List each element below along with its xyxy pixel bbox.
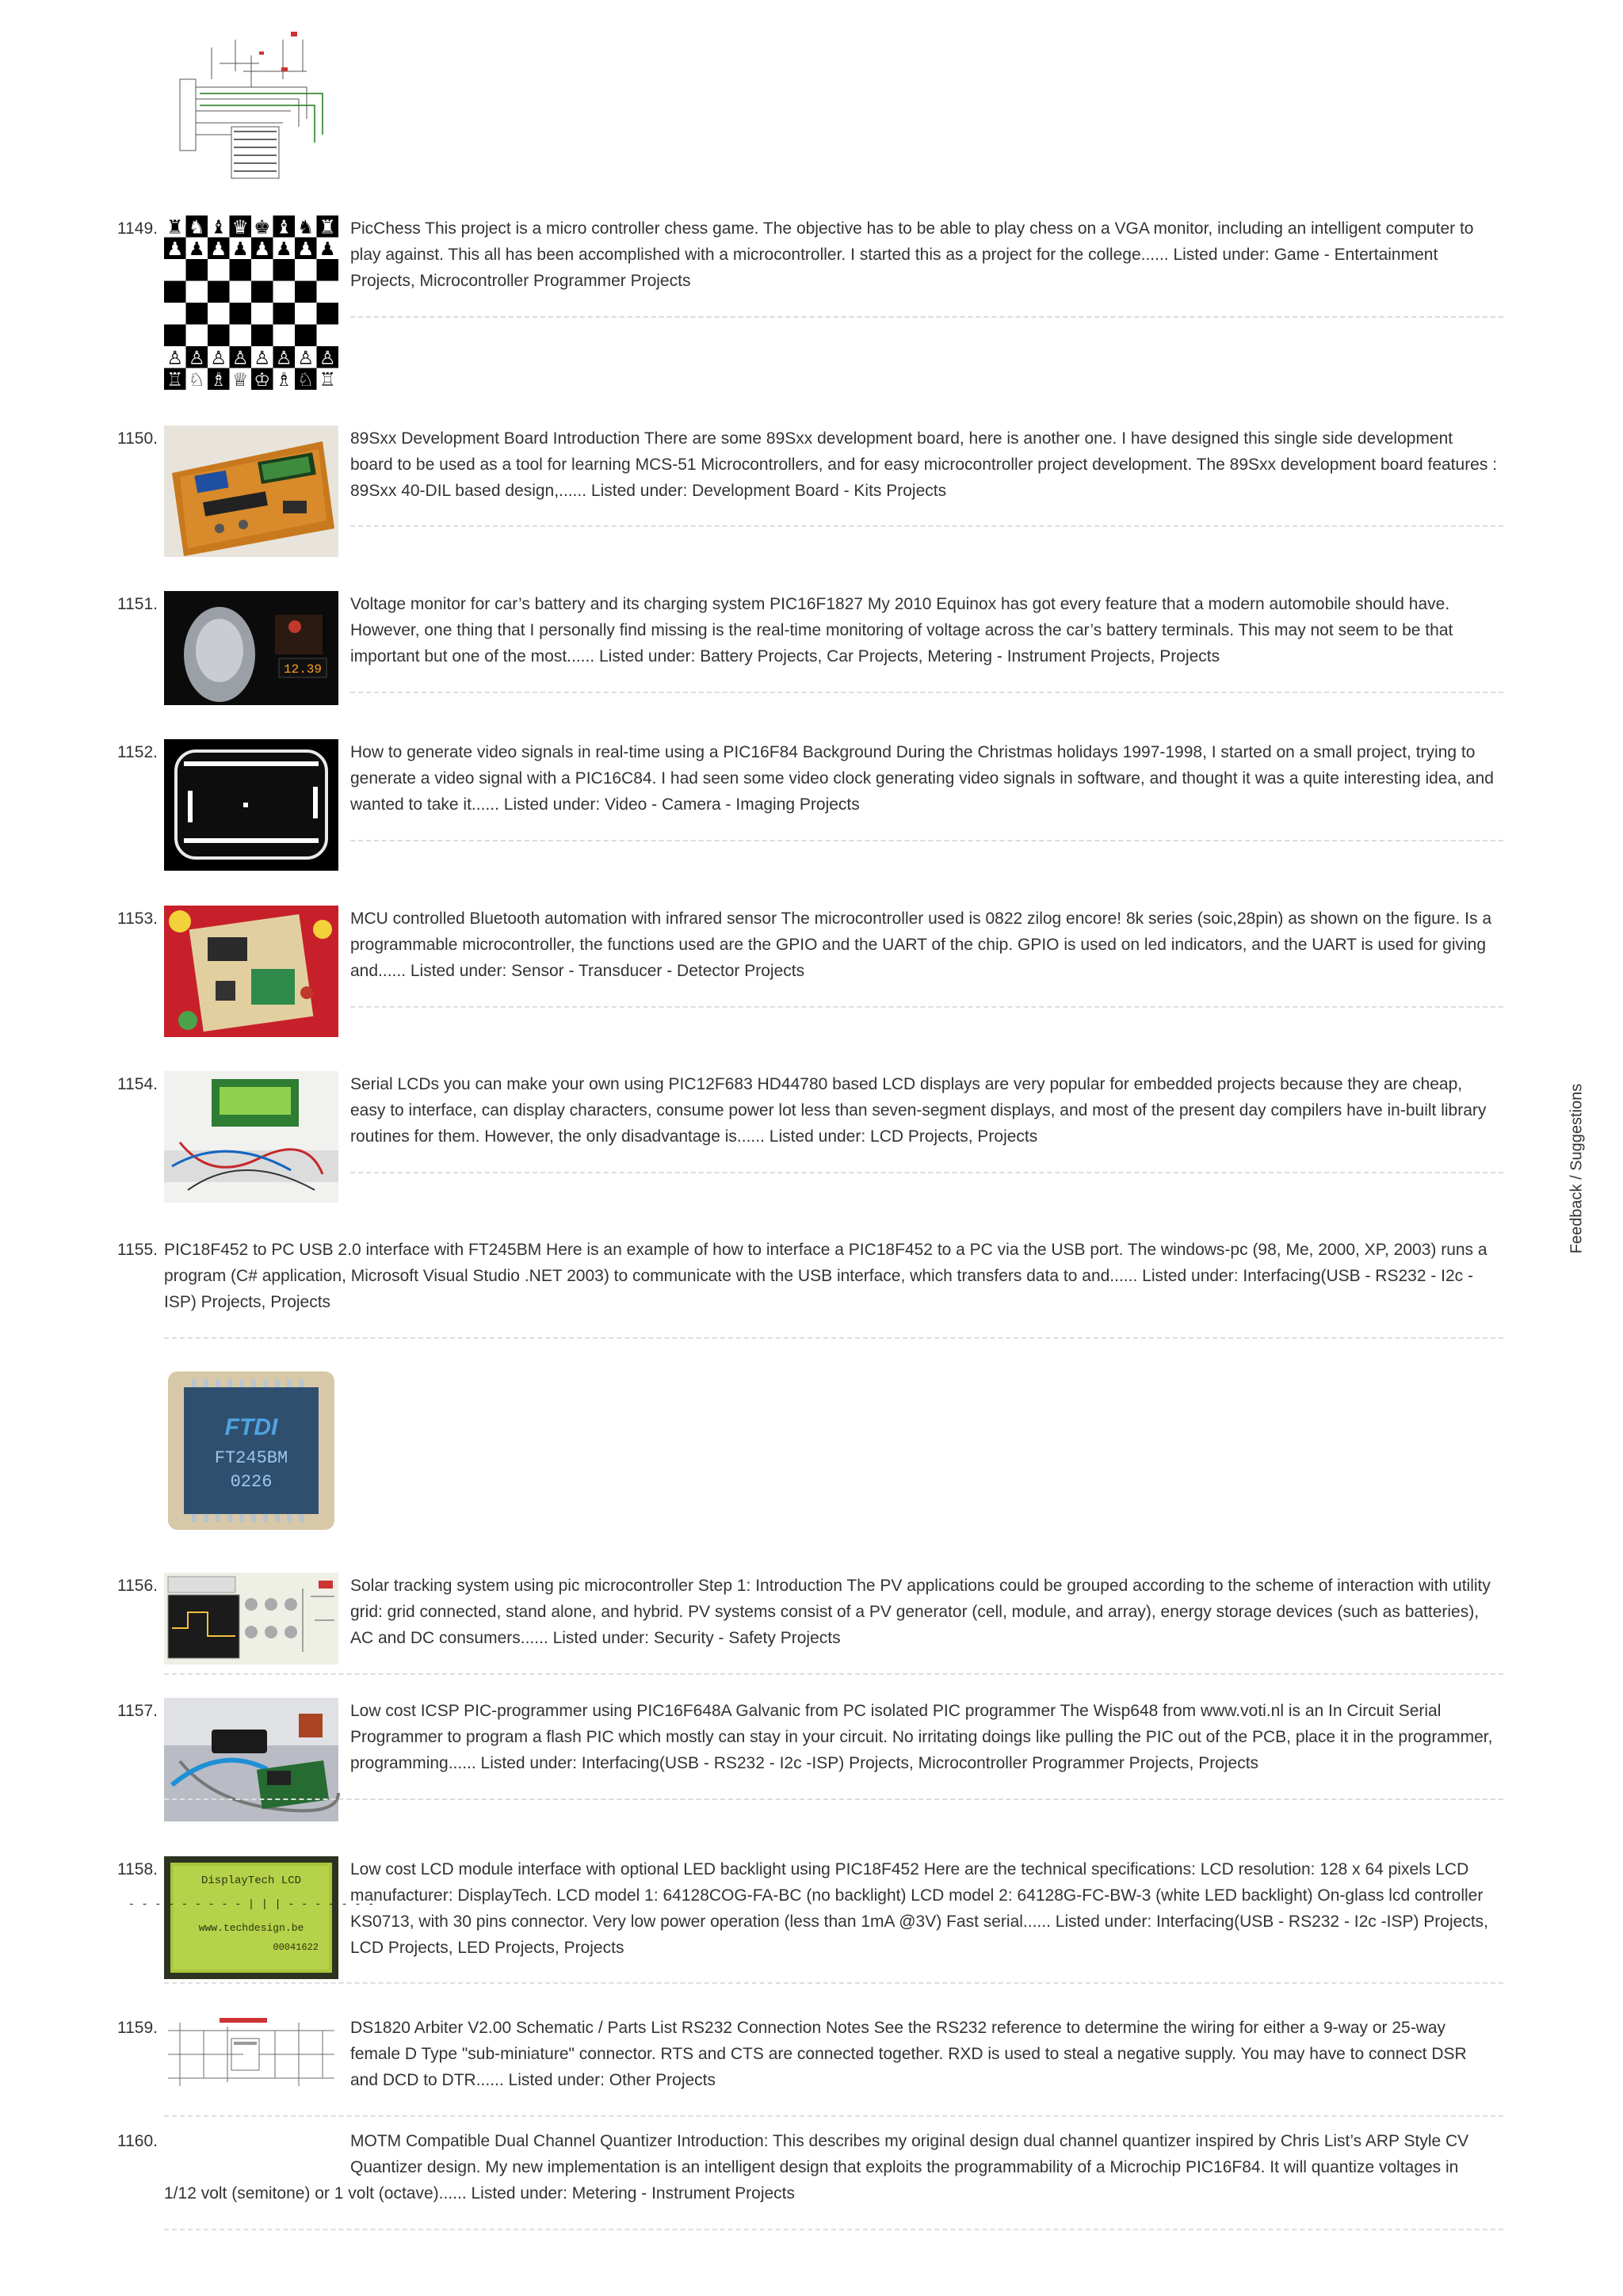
lcd-line3: www.techdesign.be	[198, 1922, 304, 1934]
chess-piece-icon	[297, 216, 314, 238]
chess-piece-icon	[166, 216, 183, 238]
separator	[164, 1673, 1503, 1675]
item-number: 1160.	[117, 2132, 158, 2150]
chess-piece-icon	[189, 238, 205, 260]
item-description[interactable]: How to generate video signals in real-time using a PIC16F84 Background During the Christmas holidays 1997-1998, I started on a small project, trying to generate a video signal with a PIC16C84. I had seen some video clock generating video signals in software, and thought it was a quite interesting idea, and wanted to take it...... Listed under: Video - Camera - Imaging Projects	[350, 743, 1494, 814]
separator	[164, 1337, 1503, 1339]
chess-square	[208, 325, 230, 347]
item-description-text: PIC18F452 to PC USB 2.0 interface with FT245BM Here is an example of how to interface a PIC18F452 to a PC via the USB port. The windows-pc (98, Me, 2000, XP, 2003) runs a program (C# application, Microsoft Visual Studio .NET 2003) to communicate with the USB interface, which transfers data to and...... Listed under: Interfacing(USB - RS232 - I2c -ISP) Projects, Projects	[164, 1241, 1487, 1311]
chess-piece-icon	[189, 368, 205, 391]
separator	[350, 840, 1503, 841]
chess-piece-icon	[254, 238, 270, 260]
dev-board-thumbnail[interactable]	[164, 425, 338, 557]
chess-piece-icon	[276, 216, 292, 238]
chess-square	[317, 325, 339, 347]
bluetooth-board-thumbnail[interactable]	[164, 906, 338, 1037]
separator	[350, 1006, 1503, 1008]
item-number: 1155.	[117, 1241, 158, 1259]
chess-square	[186, 281, 208, 303]
item-description[interactable]: Low cost ICSP PIC-programmer using PIC16F648A Galvanic from PC isolated PIC programmer The Wisp648 from www.voti.nl is an In Circuit Serial Programmer to program a flash PIC which mostly can stay in your circuit. No irritating doings like pulling the PIC out of the PCB, place it in the programmer, programming...... Listed under: Interfacing(USB - RS232 - I2c -ISP) Projects, Microcontroller Programmer Projects, Projects	[350, 1702, 1493, 1772]
chess-square	[186, 259, 208, 281]
item-number: 1157.	[117, 1702, 158, 1720]
solar-tracking-thumbnail[interactable]	[164, 1573, 338, 1665]
chess-square	[251, 259, 273, 281]
lcd-line1: DisplayTech LCD	[200, 1875, 302, 1887]
segment-display-text: 12.39	[283, 662, 323, 677]
chess-square	[230, 325, 252, 347]
chess-piece-icon	[232, 216, 249, 238]
item-description[interactable]: DS1820 Arbiter V2.00 Schematic / Parts List RS232 Connection Notes See the RS232 reference to determine the wiring for either a 9-way or 25-way female D Type "sub-miniature" connector. RTS and CTS are connected together. RXD is used to steal a negative supply. You may have to connect DSR and DCD to DTR...... Listed under: Other Projects	[350, 2019, 1467, 2089]
chess-square	[273, 281, 296, 303]
svg-text:- - - - - - - - - | | | - - -: - - - - - - - - - | | | - - - - - - -	[128, 1898, 375, 1911]
chess-square	[317, 259, 339, 281]
chess-square	[317, 281, 339, 303]
chess-piece-icon	[210, 347, 227, 369]
chess-piece-icon	[254, 216, 270, 238]
chess-piece-icon	[232, 368, 249, 391]
item-description[interactable]: PicChess This project is a micro controller chess game. The objective has to be able to play chess on a VGA monitor, including an intelligent computer to play against. This all has been accomplished with a microcontroller. I started this as a project for the college...... Listed under: Game - Entertainment Projects, Microcontroller Programmer Projects	[350, 219, 1474, 290]
item-number: 1159.	[117, 2019, 158, 2037]
chess-square	[230, 259, 252, 281]
ftdi-model-text: FT245BM	[214, 1448, 288, 1468]
chess-piece-icon	[276, 347, 292, 369]
chess-square	[164, 325, 186, 347]
feedback-tab[interactable]	[1565, 1077, 1589, 1260]
chess-square	[295, 325, 317, 347]
item-number: 1149.	[117, 219, 158, 238]
separator	[350, 316, 1503, 318]
item-description[interactable]: Voltage monitor for car’s battery and its charging system PIC16F1827 My 2010 Equinox has got every feature that a modern automobile should have. However, one thing that I personally find missing is the real-time monitoring of voltage across the car’s battery terminals. This may not seem to be that important but one of the most...... Listed under: Battery Projects, Car Projects, Metering - Instrument Projects, Projects	[350, 595, 1453, 666]
chess-square	[208, 303, 230, 325]
chess-piece-icon	[189, 347, 205, 369]
chess-piece-icon	[254, 347, 270, 369]
chess-piece-icon	[210, 238, 227, 260]
chess-square	[164, 303, 186, 325]
chess-piece-icon	[276, 238, 292, 260]
chess-piece-icon	[319, 216, 336, 238]
item-number: 1152.	[117, 743, 158, 761]
serial-lcd-thumbnail[interactable]	[164, 1071, 338, 1203]
item-number: 1158.	[117, 1860, 158, 1878]
item-description-continued[interactable]: 1/12 volt (semitone) or 1 volt (octave)...... Listed under: Metering - Instrument Projects	[164, 2184, 796, 2203]
item-number: 1150.	[117, 429, 158, 448]
chess-piece-icon	[232, 238, 249, 260]
chess-square	[186, 303, 208, 325]
chess-square	[230, 303, 252, 325]
chess-piece-icon	[319, 238, 336, 260]
chess-square	[273, 325, 296, 347]
item-number: 1154.	[117, 1075, 158, 1093]
ftdi-chip-thumbnail[interactable]	[164, 1367, 338, 1534]
item-number: 1156.	[117, 1577, 158, 1595]
chess-square	[273, 303, 296, 325]
chess-square	[186, 325, 208, 347]
chess-piece-icon	[210, 216, 227, 238]
lcd-line4: 00041622	[273, 1942, 319, 1953]
item-description[interactable]: Low cost LCD module interface with optional LED backlight using PIC18F452 Here are the technical specifications: LCD resolution: 128 x 64 pixels LCD manufacturer: DisplayTech. LCD model 1: 64128COG-FA-BC (no backlight) LCD model 2: 64128G-FC-BW-3 (white LED backlight) On-glass lcd controller KS0713, with 30 pins connector. Very low power operation (less than 1mA @3V) Fast serial...... Listed under: Interfacing(USB - RS232 - I2c -ISP) Projects, LCD Projects, LED Projects, Projects	[350, 1860, 1488, 1957]
chess-square	[164, 259, 186, 281]
chess-square	[208, 281, 230, 303]
chess-piece-icon	[166, 347, 183, 369]
chess-piece-icon	[319, 347, 336, 369]
feedback-label: Feedback / Suggestions	[1568, 1083, 1586, 1254]
item-description[interactable]: MCU controlled Bluetooth automation with infrared sensor The microcontroller used is 0822 zilog encore! 8k series (soic,28pin) as shown on the figure. Is a programmable microcontroller, the functions used are the GPIO and the UART of the chip. GPIO is used on led indicators, and the UART is used for giving and...... Listed under: Sensor - Transducer - Detector Projects	[350, 910, 1492, 980]
chess-board-thumbnail[interactable]	[164, 215, 338, 390]
item-description[interactable]: Serial LCDs you can make your own using PIC12F683 HD44780 based LCD displays are very popular for embedded projects because they are cheap, easy to interface, can display characters, consume power lot less than seven-segment displays, and most of the present day compilers have in-built library routines for them. However, the only disadvantage is...... Listed under: LCD Projects, Projects	[350, 1075, 1487, 1146]
separator	[350, 692, 1503, 693]
separator	[350, 525, 1503, 527]
chess-piece-icon	[232, 347, 249, 369]
chess-square	[251, 325, 273, 347]
ftdi-code-text: 0226	[230, 1472, 273, 1492]
chess-square	[295, 259, 317, 281]
separator	[164, 2229, 1503, 2230]
chess-piece-icon	[319, 368, 336, 391]
item-number: 1153.	[117, 910, 158, 928]
item-description[interactable]: MOTM Compatible Dual Channel Quantizer Introduction: This describes my original design dual channel quantizer inspired by Chris List’s ARP Style CV Quantizer design. My new implementation is an intelligent design that exploits the programmability of a Microchip PIC16F84. It will quantize voltages in	[350, 2132, 1469, 2176]
item-description[interactable]: 89Sxx Development Board Introduction There are some 89Sxx development board, here is another one. I have designed this single side development board to be used as a tool for learning MCS-51 Microcontrollers, and for easy microcontroller project development. The 89Sxx development board features : 89Sxx 40-DIL based design,...... Listed under: Development Board - Kits Projects	[350, 429, 1498, 500]
schematic-thumbnail[interactable]	[164, 24, 346, 182]
ds1820-schematic-thumbnail[interactable]	[164, 2015, 338, 2094]
chess-square	[164, 281, 186, 303]
item-description[interactable]: Solar tracking system using pic microcontroller Step 1: Introduction The PV applications could be grouped according to the scheme of interaction with utility grid: grid connected, stand alone, and hybrid. PV systems consist of a PV generator (cell, module, and array), energy storage devices (such as batteries), AC and DC consumers...... Listed under: Security - Safety Projects	[350, 1577, 1491, 1647]
chess-square	[317, 303, 339, 325]
chess-piece-icon	[166, 238, 183, 260]
separator	[164, 1798, 1503, 1800]
chess-piece-icon	[210, 368, 227, 391]
chess-piece-icon	[297, 368, 314, 391]
ftdi-brand-text: FTDI	[224, 1414, 278, 1440]
separator	[164, 1982, 1503, 1984]
car-voltage-thumbnail[interactable]	[164, 591, 338, 705]
chess-square	[208, 259, 230, 281]
pic-programmer-thumbnail[interactable]	[164, 1698, 338, 1821]
item-number: 1151.	[117, 595, 158, 613]
separator	[350, 1172, 1503, 1173]
chess-piece-icon	[254, 368, 270, 391]
chess-square	[230, 281, 252, 303]
chess-piece-icon	[166, 368, 183, 391]
video-signal-thumbnail[interactable]	[164, 739, 338, 871]
chess-square	[273, 259, 296, 281]
chess-square	[251, 303, 273, 325]
item-description[interactable]	[164, 1237, 1498, 1315]
chess-piece-icon	[276, 368, 292, 391]
chess-square	[251, 281, 273, 303]
chess-piece-icon	[189, 216, 205, 238]
chess-piece-icon	[297, 347, 314, 369]
chess-square	[295, 303, 317, 325]
chess-piece-icon	[297, 238, 314, 260]
separator	[164, 2115, 1503, 2117]
chess-square	[295, 281, 317, 303]
